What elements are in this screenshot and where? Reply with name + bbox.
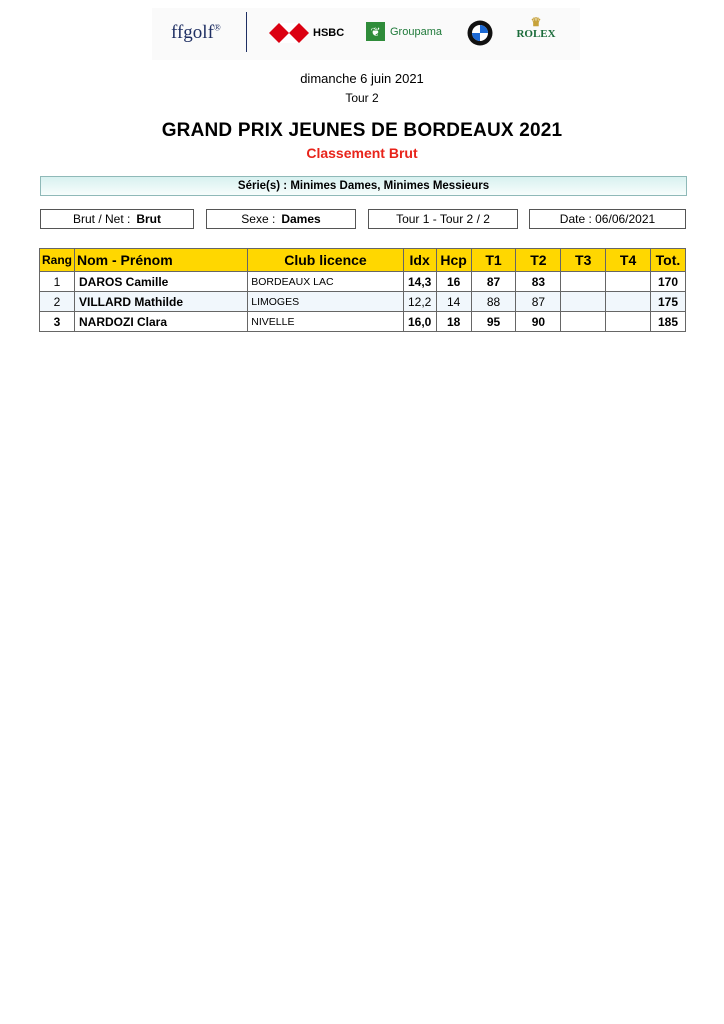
cell-t3 xyxy=(561,272,606,292)
col-header-rang: Rang xyxy=(40,249,75,272)
cell-club: LIMOGES xyxy=(248,292,403,312)
event-date: dimanche 6 juin 2021 xyxy=(300,71,424,86)
round-label: Tour 2 xyxy=(345,91,379,105)
cell-nom: NARDOZI Clara xyxy=(75,312,248,332)
cell-t4 xyxy=(606,272,651,292)
cell-t2: 87 xyxy=(516,292,561,312)
tour-filter: Tour 1 - Tour 2 / 2 xyxy=(368,209,518,229)
results-table xyxy=(39,248,686,332)
cell-rang: 1 xyxy=(40,272,75,292)
cell-hcp: 16 xyxy=(436,272,471,292)
col-header-nom: Nom - Prénom xyxy=(75,249,248,272)
col-header-club: Club licence xyxy=(248,249,403,272)
table-row xyxy=(40,272,686,292)
cell-idx: 14,3 xyxy=(403,272,436,292)
cell-tot: 175 xyxy=(650,292,685,312)
series-bar: Série(s) : Minimes Dames, Minimes Messieurs xyxy=(40,176,687,196)
cell-idx: 16,0 xyxy=(403,312,436,332)
date-filter: Date : 06/06/2021 xyxy=(529,209,686,229)
col-header-t4: T4 xyxy=(606,249,651,272)
cell-hcp: 14 xyxy=(436,292,471,312)
crown-icon: ♛ xyxy=(530,15,542,29)
cell-tot: 170 xyxy=(650,272,685,292)
col-header-idx: Idx xyxy=(403,249,436,272)
col-header-t1: T1 xyxy=(471,249,516,272)
logo-divider xyxy=(246,12,247,52)
cell-t4 xyxy=(606,292,651,312)
cell-t2: 83 xyxy=(516,272,561,292)
groupama-leaf-icon: ❦ xyxy=(366,22,385,41)
col-header-t2: T2 xyxy=(516,249,561,272)
cell-rang: 3 xyxy=(40,312,75,332)
cell-t1: 88 xyxy=(471,292,516,312)
cell-idx: 12,2 xyxy=(403,292,436,312)
cell-nom: DAROS Camille xyxy=(75,272,248,292)
bmw-roundel-icon xyxy=(467,20,493,46)
groupama-logo: ❦ Groupama xyxy=(366,22,442,41)
cell-club: BORDEAUX LAC xyxy=(248,272,403,292)
rolex-logo: ♛ ROLEX xyxy=(514,16,558,40)
col-header-hcp: Hcp xyxy=(436,249,471,272)
table-header-row xyxy=(40,249,686,272)
ffgolf-logo: ffgolf® xyxy=(171,22,221,43)
bmw-logo xyxy=(467,20,493,51)
col-header-tot: Tot. xyxy=(650,249,685,272)
cell-t1: 95 xyxy=(471,312,516,332)
page-title: GRAND PRIX JEUNES DE BORDEAUX 2021 xyxy=(161,120,563,141)
cell-tot: 185 xyxy=(650,312,685,332)
cell-t2: 90 xyxy=(516,312,561,332)
cell-nom: VILLARD Mathilde xyxy=(75,292,248,312)
hsbc-logo: HSBC xyxy=(269,23,344,43)
cell-rang: 2 xyxy=(40,292,75,312)
hsbc-hexagon-icon xyxy=(269,23,309,43)
sponsor-logo-bar xyxy=(152,8,580,60)
table-row xyxy=(40,292,686,312)
page-subtitle: Classement Brut xyxy=(306,145,418,161)
col-header-t3: T3 xyxy=(561,249,606,272)
table-row xyxy=(40,312,686,332)
cell-t3 xyxy=(561,312,606,332)
cell-t4 xyxy=(606,312,651,332)
cell-t1: 87 xyxy=(471,272,516,292)
cell-t3 xyxy=(561,292,606,312)
cell-club: NIVELLE xyxy=(248,312,403,332)
cell-hcp: 18 xyxy=(436,312,471,332)
sexe-filter: Sexe : Dames xyxy=(206,209,356,229)
brut-net-filter: Brut / Net : Brut xyxy=(40,209,194,229)
